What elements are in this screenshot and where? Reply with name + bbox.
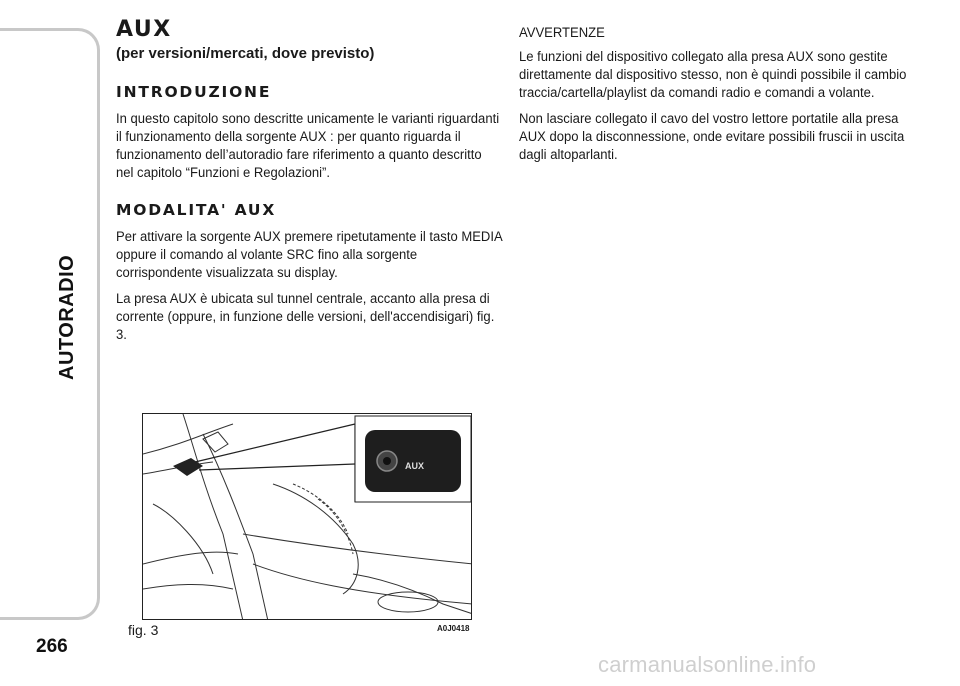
chapter-tab — [0, 28, 100, 620]
chapter-label: AUTORADIO — [56, 254, 78, 380]
tunnel-illustration — [143, 414, 472, 620]
callout-lines — [195, 424, 355, 502]
watermark: carmanualsonline.info — [598, 652, 817, 677]
right-column — [519, 24, 911, 172]
page-number: 266 — [36, 636, 68, 657]
figure-aux-socket — [142, 413, 472, 620]
warning-title: AVVERTENZE — [519, 25, 605, 41]
page-title: AUX — [116, 17, 172, 42]
warning-paragraph-2: Non lasciare collegato il cavo del vostro lettore portatile alla presa AUX dopo la disconnessione, onde evitare possibili fruscii in uscita dagli altoparlanti. — [519, 111, 905, 163]
figure-code: A0J0418 — [437, 624, 470, 633]
aux-inset — [355, 416, 471, 502]
left-column — [116, 18, 501, 352]
section-heading-introduzione: INTRODUZIONE — [116, 83, 272, 101]
aux-inset-label: AUX — [405, 461, 425, 471]
modalita-paragraph-1: Per attivare la sorgente AUX premere ripetutamente il tasto MEDIA oppure il comando al volante SRC fino alla sorgente corrispondente visualizzata su display. — [116, 229, 502, 281]
modalita-paragraph-2: La presa AUX è ubicata sul tunnel centrale, accanto alla presa di corrente (oppure, in funzione delle versioni, dell'accendisigari) fig. 3. — [116, 291, 495, 343]
figure-caption: fig. 3 — [128, 622, 159, 638]
intro-paragraph: In questo capitolo sono descritte unicamente le varianti riguardanti il funzionamento della sorgente AUX : per quanto riguarda il funzionamento dell’autoradio fare riferimento a quanto descritto nel capitolo “Funzioni e Regolazioni”. — [116, 111, 500, 181]
warning-paragraph-1: Le funzioni del dispositivo collegato alla presa AUX sono gestite direttamente dal dispositivo stesso, non è quindi possibile il cambio traccia/cartella/playlist da comandi radio e comandi a volante. — [519, 49, 907, 101]
section-heading-modalita-aux: MODALITA' AUX — [116, 201, 277, 219]
page-subtitle: (per versioni/mercati, dove previsto) — [116, 45, 375, 62]
